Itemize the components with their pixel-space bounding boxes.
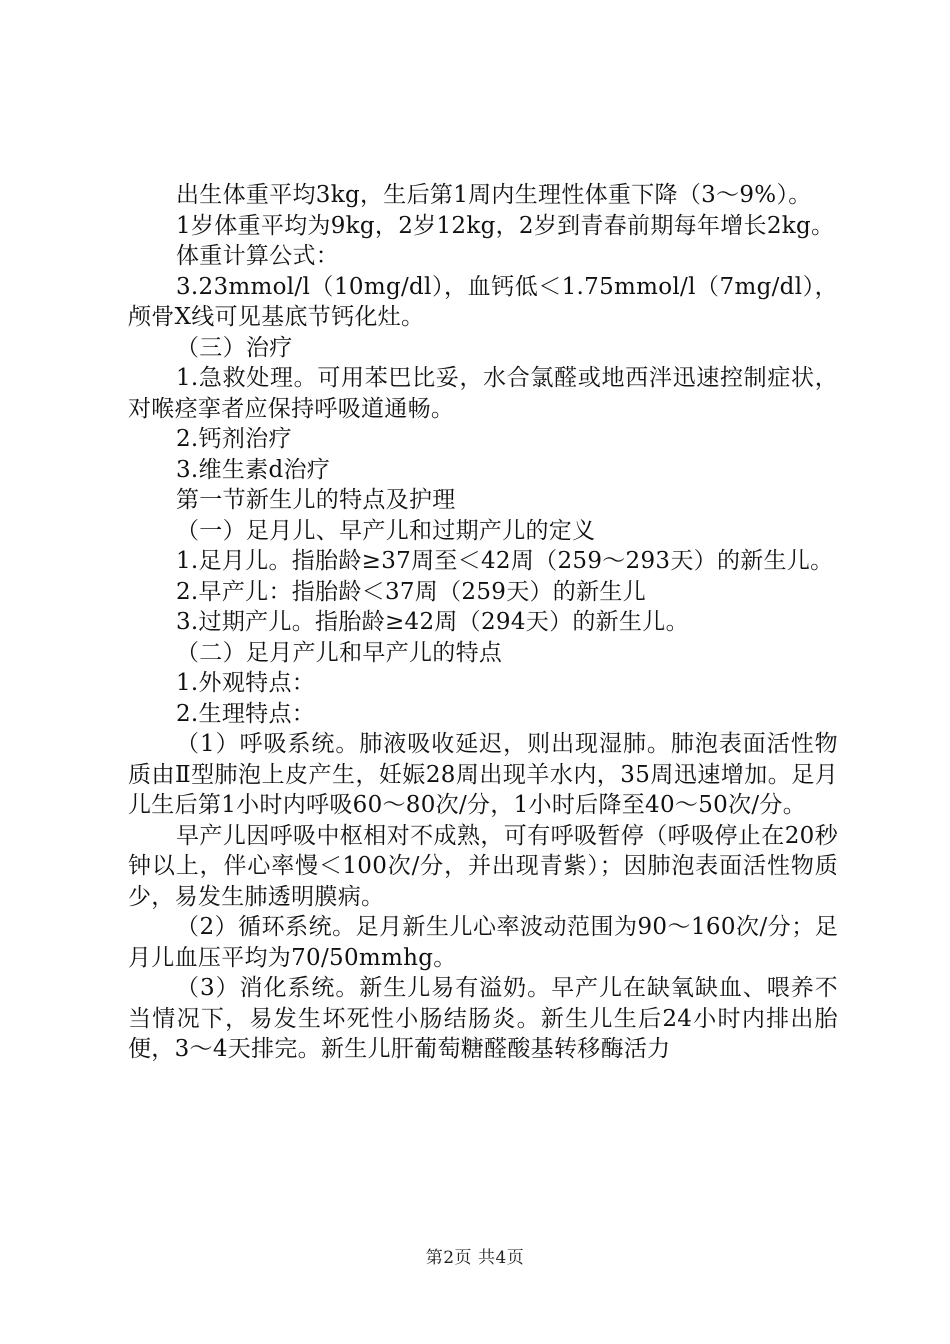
- section-heading: 第一节新生儿的特点及护理: [176, 487, 456, 513]
- paragraph: 2.生理特点：: [176, 700, 316, 727]
- page-number-label: 第2页 共4页: [425, 1248, 525, 1268]
- paragraph: 1岁体重平均为9kg，2岁12kg，2岁到青春前期每年增长2kg。: [176, 212, 835, 239]
- paragraph: 3.23mmol/l（10mg/dl），血钙低＜1.75mmol/l（7mg/dl），颅骨X线可见基底节钙化灶。: [128, 273, 838, 330]
- paragraph: 出生体重平均3kg，生后第1周内生理性体重下降（3～9%）。: [176, 182, 812, 208]
- document-body: [128, 180, 838, 1065]
- page-footer: [0, 1243, 950, 1268]
- paragraph: 体重计算公式：: [176, 243, 340, 269]
- paragraph: 3.过期产儿。指胎龄≥42周（294天）的新生儿。: [176, 609, 689, 635]
- paragraph: 1.足月儿。指胎龄≥37周至＜42周（259～293天）的新生儿。: [176, 548, 834, 574]
- paragraph: 早产儿因呼吸中枢相对不成熟，可有呼吸暂停（呼吸停止在20秒钟以上，伴心率慢＜100次/分，并出现青紫）；因肺泡表面活性物质少，易发生肺透明膜病。: [128, 822, 838, 910]
- paragraph: （3）消化系统。新生儿易有溢奶。早产儿在缺氧缺血、喂养不当情况下，易发生坏死性小肠结肠炎。新生儿生后24小时内排出胎便，3～4天排完。新生儿肝葡萄糖醛酸基转移酶活力: [128, 975, 838, 1062]
- paragraph: （2）循环系统。足月新生儿心率波动范围为90～160次/分；足月儿血压平均为70/50mmhg。: [128, 914, 838, 971]
- paragraph: 2.早产儿：指胎龄＜37周（259天）的新生儿: [176, 578, 647, 605]
- section-heading: （二）足月产儿和早产儿的特点: [176, 639, 503, 666]
- paragraph: 1.急救处理。可用苯巴比妥，水合氯醛或地西泮迅速控制症状，对喉痉挛者应保持呼吸道通畅。: [128, 365, 838, 422]
- paragraph: 1.外观特点：: [176, 670, 316, 696]
- section-heading: （三）治疗: [176, 334, 293, 361]
- paragraph: （1）呼吸系统。肺液吸收延迟，则出现湿肺。肺泡表面活性物质由Ⅱ型肺泡上皮产生，妊娠28周出现羊水内，35周迅速增加。足月儿生后第1小时内呼吸60～80次/分，1小时后降至40～50次/分。: [128, 731, 838, 818]
- section-heading: （一）足月儿、早产儿和过期产儿的定义: [176, 517, 596, 544]
- paragraph: 3.维生素d治疗: [176, 456, 331, 483]
- paragraph: 2.钙剂治疗: [176, 426, 292, 452]
